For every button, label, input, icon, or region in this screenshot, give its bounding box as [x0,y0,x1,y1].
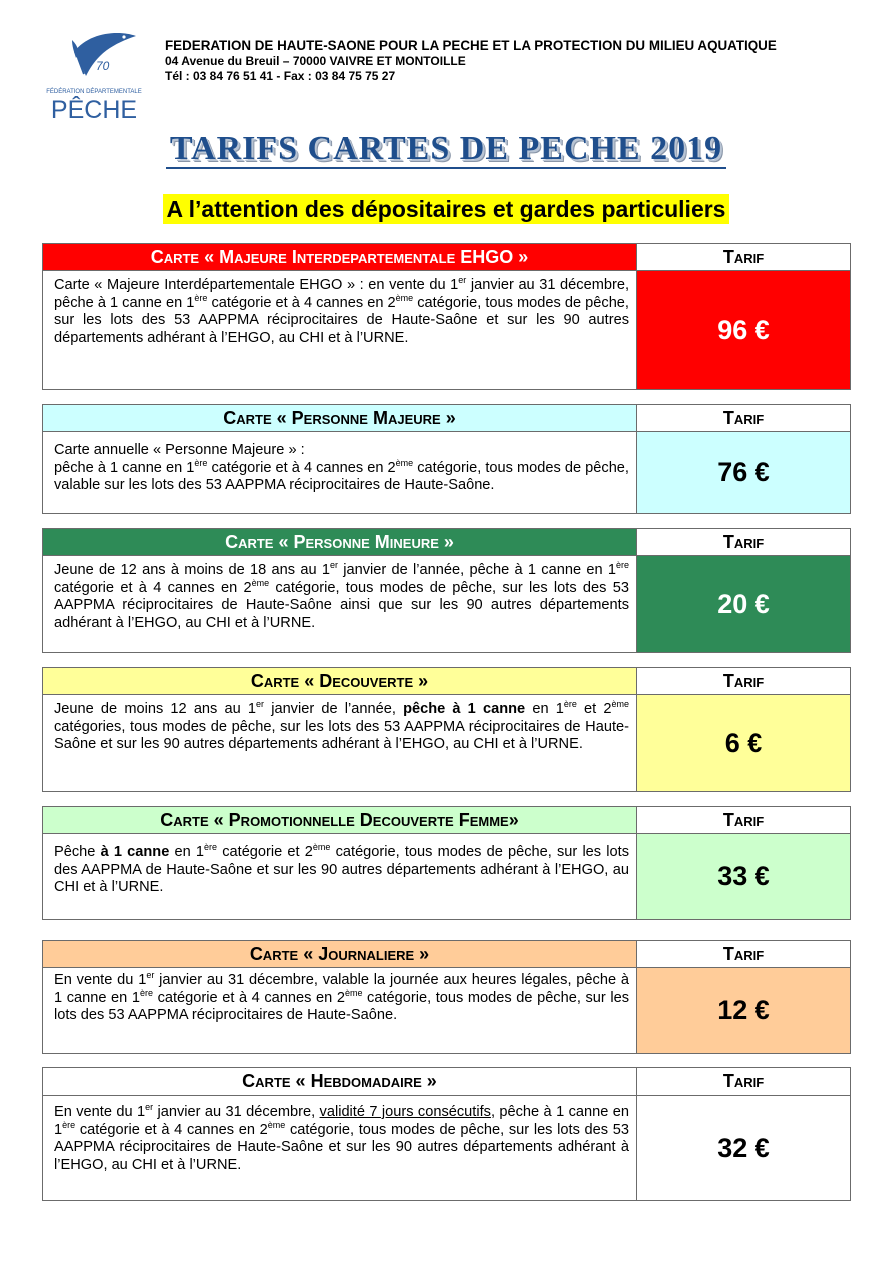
superscript: ème [611,699,629,709]
superscript: er [145,1102,154,1112]
organization-name: FEDERATION DE HAUTE-SAONE POUR LA PECHE ET LA PROTECTION DU MILIEU AQUATIQUE [165,38,777,53]
superscript: er [146,970,155,980]
description-text: catégorie et à 4 cannes en 2 [207,459,396,476]
logo-number: 70 [96,59,110,73]
card-name: Carte « Personne Mineure » [43,529,637,556]
logo-subtitle: FÉDÉRATION DÉPARTEMENTALE [46,89,142,95]
card-name: Carte « Journaliere » [43,941,637,968]
page-title: TARIFS CARTES DE PECHE 2019 [166,130,726,169]
description-text: catégorie et à 4 cannes en 2 [54,579,252,596]
card-name: Carte « Decouverte » [43,668,637,695]
description-text: janvier de l’année, [264,701,404,717]
card-description [43,968,637,1053]
card-tarif-label: Tarif [637,1068,850,1096]
card-description [43,271,637,389]
card-name: Carte « Hebdomadaire » [43,1068,637,1096]
description-text: janvier au 31 décembre, pêche à 1 canne en 1 [54,277,630,311]
page-subtitle: A l’attention des dépositaires et gardes particuliers [163,194,730,224]
organization-contact: Tél : 03 84 76 51 41 - Fax : 03 84 75 75 27 [165,69,396,83]
description-text: Jeune de 12 ans à moins de 18 ans au 1 [54,562,330,578]
description-text: catégorie, tous modes de pêche, sur les lots des 53 AAPPMA réciprocitaires de Haute-Saône ainsi que sur les 90 autres départements adhérant à l’EHGO, au CHI et à l’URNE. [54,579,629,631]
description-text: validité 7 jours consécutifs [319,1104,491,1120]
page-title-wrap [0,130,892,168]
description-text: janvier au 31 décembre, [153,1104,320,1120]
description-text: en 1 [169,844,205,860]
card-description [43,556,637,652]
card-price: 76 € [637,432,850,513]
superscript: ème [395,292,414,303]
federation-logo [44,22,148,126]
description-text: catégorie, tous modes de pêche, sur les lots des 53 AAPPMA réciprocitaires de Haute-Saône. [54,989,629,1024]
card-price: 6 € [637,695,850,791]
description-text: catégorie, tous modes de pêche, sur les lots des 53 AAPPMA réciprocitaires de Haute-Saône et sur les 90 autres départements adhérant à l’EHGO, au CHI et à l’URNE. [54,294,629,346]
superscript: ère [194,457,208,468]
description-text: janvier au 31 décembre, valable la journée aux heures légales, pêche à 1 canne en 1 [54,972,629,1006]
card-personne-mineure [42,528,851,653]
description-text: catégorie, tous modes de pêche, sur les lots des AAPPMA de Haute-Saône et sur les 90 autres départements adhérant à l’EHGO, au CHI et à l’URNE. [54,844,629,896]
card-price: 96 € [637,271,850,389]
card-hebdomadaire [42,1067,851,1201]
card-price: 12 € [637,968,850,1053]
superscript: ème [395,457,414,468]
superscript: ère [194,292,208,303]
description-text: catégorie et à 4 cannes en 2 [75,1121,268,1138]
subtitle-wrap [0,194,892,224]
description-text: janvier de l’année, pêche à 1 canne en 1 [337,562,616,578]
superscript: ème [344,987,363,998]
description-text: catégorie, tous modes de pêche, valable sur les lots des 53 AAPPMA réciprocitaires de Haute-Saône. [54,459,629,494]
card-tarif-label: Tarif [637,529,850,556]
description-text: Carte « Majeure Interdépartementale EHGO » : en vente du 1 [54,277,459,293]
card-promotionnelle-femme [42,806,851,920]
superscript: er [329,560,338,570]
description-text: catégories, tous modes de pêche, sur les lots des 53 AAPPMA réciprocitaires de Haute-Saône et sur les 90 autres départements adhérant à l’EHGO, au CHI et à l’URNE. [54,718,629,753]
card-journaliere [42,940,851,1054]
description-text: En vente du 1 [54,972,147,988]
description-text: pêche à 1 canne [403,701,526,717]
superscript: ère [615,560,629,570]
card-price: 20 € [637,556,850,652]
card-name: Carte « Majeure Interdepartementale EHGO » [43,244,637,271]
superscript: ère [563,699,577,709]
superscript: ème [267,1119,286,1130]
superscript: er [256,699,265,709]
superscript: ème [251,577,270,588]
card-tarif-label: Tarif [637,244,850,271]
description-text: en 1 [525,701,564,717]
card-description [43,432,637,513]
organization-header [165,38,777,84]
superscript: ère [204,842,218,852]
description-text: En vente du 1 [54,1104,146,1120]
card-name: Carte « Promotionnelle Decouverte Femme» [43,807,637,834]
card-tarif-label: Tarif [637,807,850,834]
superscript: ème [312,842,331,852]
card-description [43,1096,637,1200]
superscript: ère [139,987,153,998]
superscript: ère [62,1119,76,1130]
card-tarif-label: Tarif [637,405,850,432]
card-personne-majeure [42,404,851,514]
superscript: er [458,275,467,285]
organization-address: 04 Avenue du Breuil – 70000 VAIVRE ET MONTOILLE [165,54,466,68]
description-text: catégorie et à 4 cannes en 2 [207,294,396,311]
description-text: catégorie et à 4 cannes en 2 [153,989,345,1006]
description-text: à 1 canne [100,844,170,860]
description-text: pêche à 1 canne en 1 [54,459,195,476]
card-tarif-label: Tarif [637,668,850,695]
logo-word: PÊCHE [50,96,138,124]
description-text: , pêche à 1 canne en 1 [54,1104,629,1138]
card-name: Carte « Personne Majeure » [43,405,637,432]
description-text: catégorie, tous modes de pêche, sur les lots des 53 AAPPMA réciprocitaires de Haute-Saône et sur les 90 autres départements adhérant à l’EHGO, au CHI et à l’URNE. [54,1121,629,1173]
description-text: et 2 [576,701,612,717]
card-decouverte [42,667,851,792]
card-description [43,695,637,791]
card-tarif-label: Tarif [637,941,850,968]
description-text: Carte annuelle « Personne Majeure » : [54,442,305,458]
card-price: 33 € [637,834,850,919]
description-text: Pêche [54,844,101,860]
description-text: Jeune de moins 12 ans au 1 [54,701,257,717]
description-text: catégorie et 2 [217,844,313,860]
card-price: 32 € [637,1096,850,1200]
card-description [43,834,637,919]
card-ehgo [42,243,851,390]
